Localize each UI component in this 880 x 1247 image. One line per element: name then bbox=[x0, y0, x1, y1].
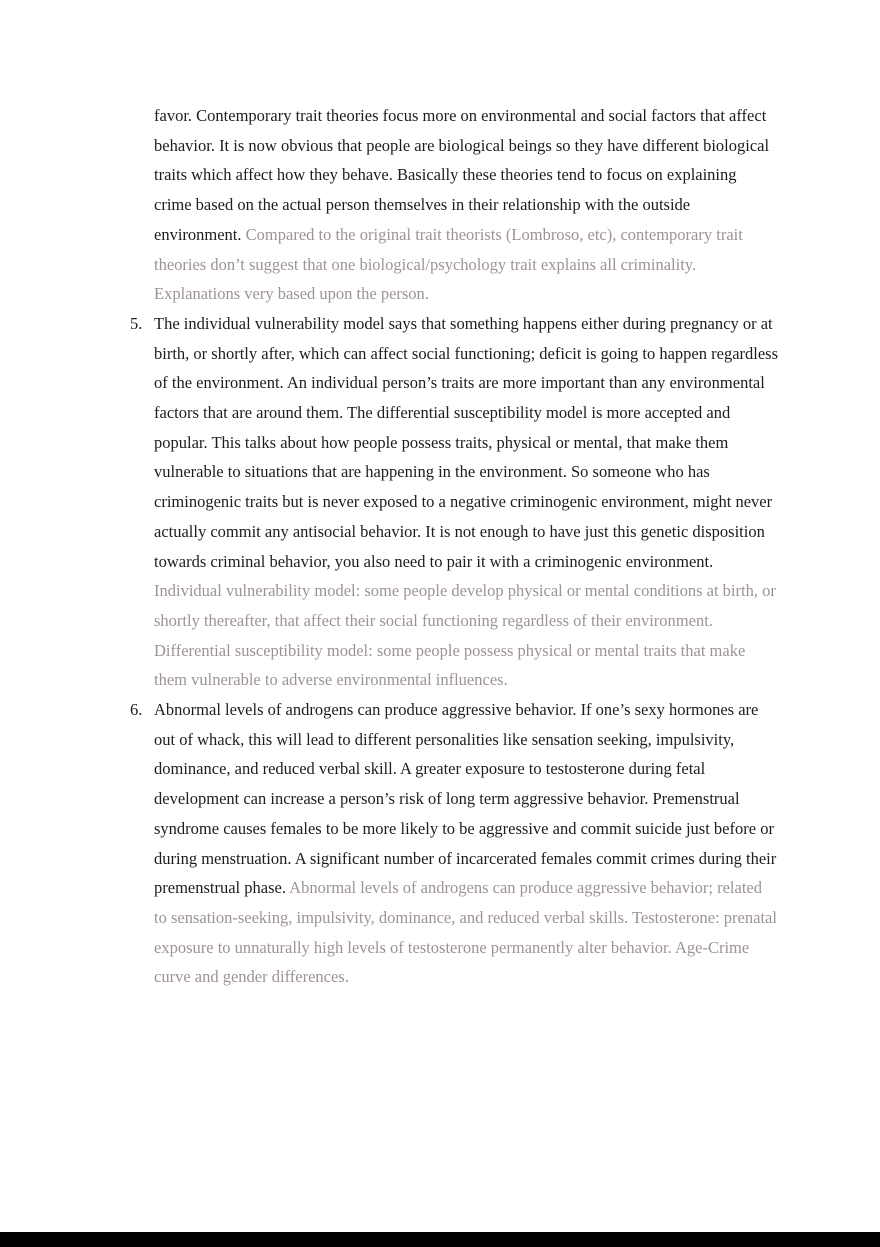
list-item-5 bbox=[130, 309, 778, 695]
body-text: Abnormal levels of androgens can produce aggressive behavior. If one’s sexy hormones are out of whack, this will lead to different personalities like sensation seeking, impulsivity, dominance, and reduced verbal skill. A greater exposure to testosterone during fetal development can increase a person’s risk of long term aggressive behavior. Premenstrual syndrome causes females to be more likely to be aggressive and commit suicide just before or during menstruation. A significant number of incarcerated females commit crimes during their premenstrual phase. bbox=[154, 700, 777, 898]
annotation-text: Individual vulnerability model: some people develop physical or mental conditions at birth, or shortly thereafter, that affect their social functioning regardless of their environment. Differential susceptibility model: some people possess physical or mental traits that make them vulnerable to adverse environmental influences. bbox=[154, 581, 776, 690]
paragraph-androgens bbox=[154, 695, 778, 992]
list-item-6 bbox=[130, 695, 778, 992]
body-text: favor. Contemporary trait theories focus more on environmental and social factors that affect behavior. It is now obvious that people are biological beings so they have different biological traits which affect how they behave. Basically these theories tend to focus on explaining crime based on the actual person themselves in their relationship with the outside environment. bbox=[154, 106, 770, 244]
annotation-text: Compared to the original trait theorists (Lombroso, etc), contemporary trait theories don’t suggest that one biological/psychology trait explains all criminality. Explanations very based upon the person. bbox=[154, 224, 743, 304]
bottom-bar bbox=[0, 1232, 880, 1247]
paragraph-vulnerability-model bbox=[154, 309, 778, 695]
list-number: 6. bbox=[130, 700, 143, 720]
body-text: The individual vulnerability model says that something happens either during pregnancy or at birth, or shortly after, which can affect social functioning; deficit is going to happen regardless of the environment. An individual person’s traits are more important than any environmental factors that are around them. The differential susceptibility model is more accepted and popular. This talks about how people possess traits, physical or mental, that make them vulnerable to situations that are happening in the environment. So someone who has criminogenic traits but is never exposed to a negative criminogenic environment, might never actually commit any antisocial behavior. It is not enough to have just this genetic disposition towards criminal behavior, you also need to pair it with a criminogenic environment. bbox=[154, 313, 779, 571]
paragraph-trait-theories bbox=[154, 101, 778, 309]
list-number: 5. bbox=[130, 313, 143, 333]
document-body bbox=[130, 101, 778, 992]
annotation-text: Abnormal levels of androgens can produce aggressive behavior; related to sensation-seeking, impulsivity, dominance, and reduced verbal skills. Testosterone: prenatal exposure to unnaturally high levels of testosterone permanently alter behavior. Age-Crime curve and gender differences. bbox=[154, 878, 777, 987]
